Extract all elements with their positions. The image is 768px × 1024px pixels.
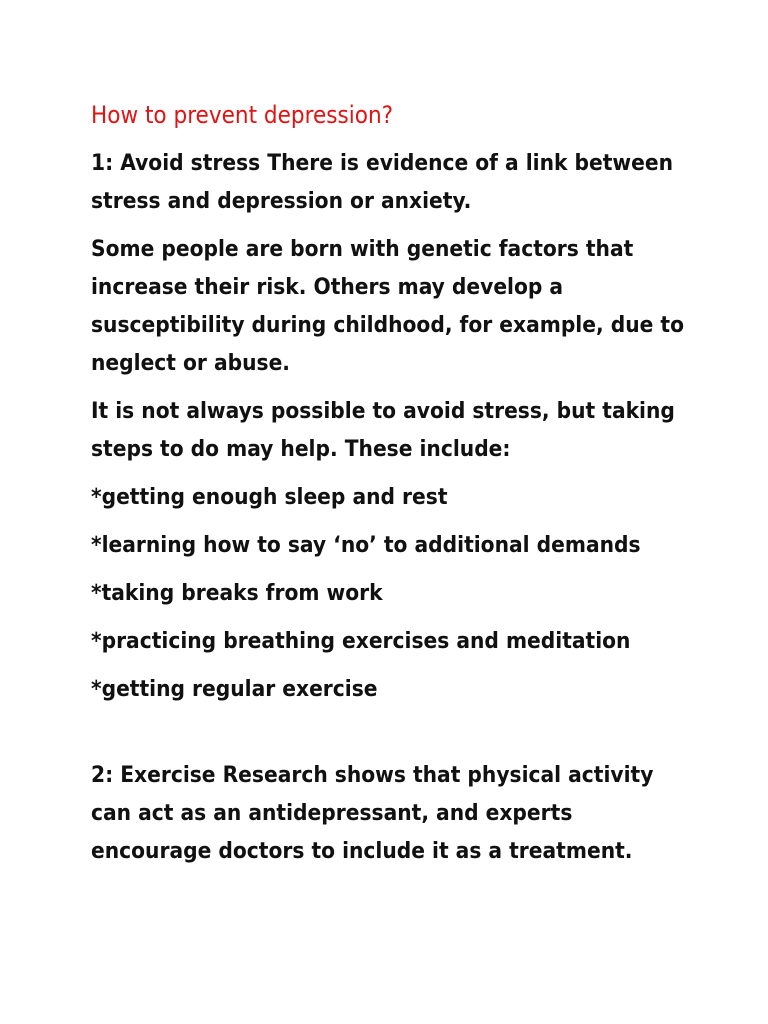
- paragraph-exercise-research: 2: Exercise Research shows that physical activity can act as an antidepressant, and experts encourage doctors to include it as a treatment.: [91, 762, 654, 864]
- list-item-say-no: *learning how to say ‘no’ to additional demands: [91, 532, 641, 558]
- paragraph-genetic-factors: Some people are born with genetic factors that increase their risk. Others may develop a susceptibility during childhood, for example, due to neglect or abuse.: [91, 236, 684, 376]
- list-item-breaks: *taking breaks from work: [91, 580, 383, 606]
- blank-line: [91, 718, 691, 756]
- paragraph-avoid-stress: 1: Avoid stress There is evidence of a link between stress and depression or anxiety.: [91, 150, 673, 214]
- list-item-exercise: *getting regular exercise: [91, 676, 378, 702]
- list-item-breathing: *practicing breathing exercises and meditation: [91, 628, 631, 654]
- list-item-sleep: *getting enough sleep and rest: [91, 484, 448, 510]
- document-body: [91, 96, 691, 880]
- document-title: How to prevent depression?: [91, 101, 394, 129]
- paragraph-steps-intro: It is not always possible to avoid stress, but taking steps to do may help. These include:: [91, 398, 675, 462]
